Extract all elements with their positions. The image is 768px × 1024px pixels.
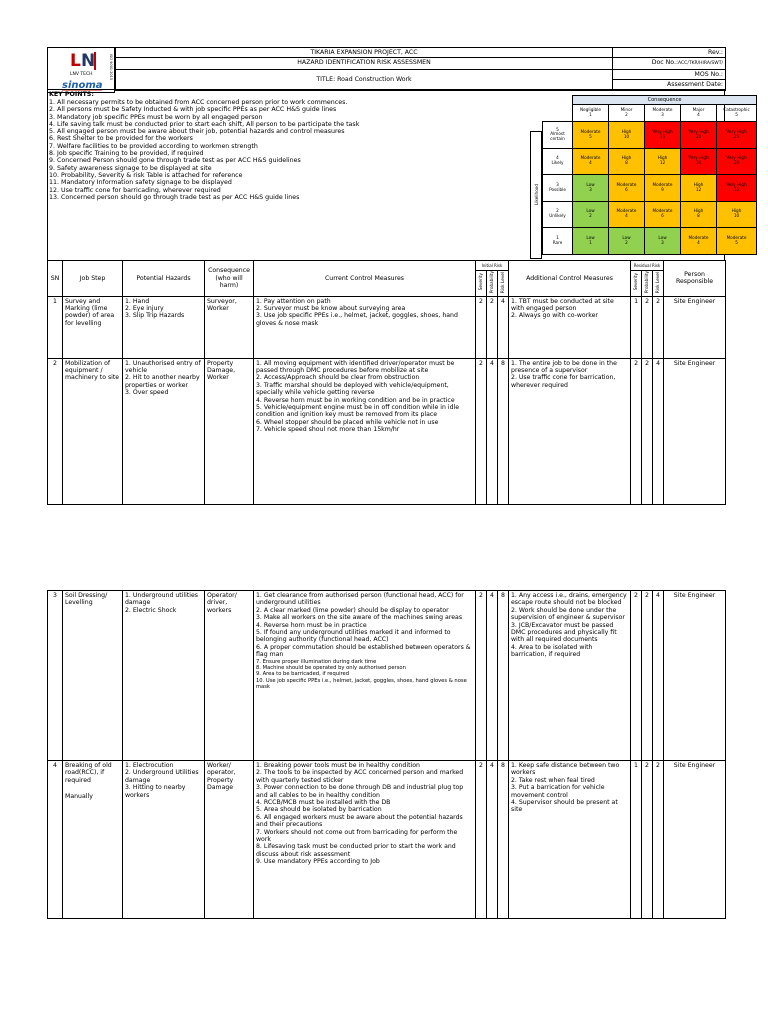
- table-header-row-1: [48, 261, 726, 271]
- job-step-cell: [63, 358, 123, 504]
- matrix-cell-rating: Very High: [652, 128, 673, 134]
- matrix-cell-rating: Very High: [726, 155, 747, 161]
- initial-risk-header: Initial Risk: [476, 261, 509, 271]
- matrix-cell-score: 10: [623, 133, 630, 139]
- residual-risk-level-cell: 2: [653, 296, 664, 358]
- matrix-cell-rating: Moderate: [580, 128, 601, 134]
- consequence-header: Consequence (who will harm): [205, 261, 254, 297]
- matrix-cell-rating: Low: [586, 234, 595, 240]
- consequence-cell: Surveyor, Worker: [205, 296, 254, 358]
- matrix-cell-rating: High: [621, 155, 632, 161]
- matrix-column-header: Major 4: [681, 105, 717, 122]
- matrix-cell-score: 4: [625, 213, 628, 219]
- residual-severity-cell: 2: [631, 591, 642, 761]
- matrix-cell-score: 4: [589, 160, 592, 166]
- matrix-cell-rating: High: [693, 208, 704, 214]
- probability-header-text: Probability: [489, 271, 495, 294]
- control-item: 1. Breaking power tools must be in healthy condition: [256, 762, 420, 769]
- control-item: 1. Get clearance from authorised person (functional head, ACC) for underground utilities: [256, 592, 464, 607]
- probability-cell: 4: [487, 358, 498, 504]
- matrix-cell-score: 3: [661, 239, 664, 245]
- matrix-column-header: Moderate 3: [645, 105, 681, 122]
- severity-cell: 2: [476, 591, 487, 761]
- lnv-sinoma-logo-icon: [48, 48, 116, 94]
- control-item: 5. Area should be isolated by barrication: [256, 806, 382, 814]
- severity-cell: 2: [476, 296, 487, 358]
- matrix-column-header-row: [543, 105, 757, 122]
- project-name: TIKARIA EXPANSION PROJECT, ACC: [116, 48, 613, 58]
- residual-probability-cell: 2: [642, 358, 653, 504]
- doc-no-field: [613, 58, 726, 69]
- document-header: [47, 47, 725, 93]
- consequence-cell: Worker/ operator, Property Damage: [205, 761, 254, 919]
- control-item: 8. Lifesaving task must be conducted prior to start the work and discuss about risk assessment: [256, 843, 456, 858]
- job-step-extra: Manually: [65, 793, 93, 801]
- residual-severity-header: [631, 271, 642, 297]
- table-row: [48, 591, 726, 761]
- matrix-cell: [717, 175, 757, 202]
- matrix-cell-score: 5: [735, 239, 738, 245]
- control-item: 7. Ensure proper illumination during dark time: [256, 658, 377, 665]
- matrix-cell-score: 1: [589, 239, 592, 245]
- hazard-item: 1. Hand: [125, 297, 150, 305]
- likelihood-label: [530, 131, 542, 259]
- risk-assessment-table-page2: [47, 590, 726, 919]
- hazard-item: 2. Hit to another nearby properties or worker: [125, 374, 200, 389]
- key-point-item: 5. All engaged person must be aware about their job, potential hazards and control measures: [49, 128, 345, 136]
- matrix-cell-rating: High: [657, 155, 668, 161]
- risk-level-header: [498, 271, 509, 297]
- matrix-cell: [681, 175, 717, 202]
- matrix-cell-score: 15: [733, 186, 740, 192]
- matrix-row-label: 3 Possible: [543, 175, 573, 202]
- risk-level-cell: 4: [498, 296, 509, 358]
- control-item: 3. Traffic marshal should be deployed with vehicle/equipment, specially while vehicle getting reverse: [256, 381, 449, 397]
- consequence-cell: Property Damage, Worker: [205, 358, 254, 504]
- matrix-cell-score: 2: [589, 213, 592, 219]
- matrix-row: [543, 122, 757, 149]
- control-item: 7. Vehicle speed shoul not more than 15km/hr: [256, 426, 400, 434]
- matrix-cell-score: 9: [661, 186, 664, 192]
- matrix-row-label: 1 Rare: [543, 228, 573, 255]
- residual-risk-level-cell: 4: [653, 358, 664, 504]
- matrix-cell-score: 25: [733, 133, 740, 139]
- company-logo: [47, 47, 115, 93]
- additional-control-item: 2. Always go with co-worker: [511, 312, 598, 320]
- job-step-text: Soil Dressing/ Levelling: [65, 592, 108, 607]
- residual-risk-level-header-text: Risk Level: [655, 271, 661, 293]
- control-item: 1. Pay attention on path: [256, 297, 331, 305]
- matrix-consequence-label: Consequence: [573, 96, 757, 105]
- risk-level-cell: 8: [498, 358, 509, 504]
- matrix-row-label: 4 Likely: [543, 148, 573, 175]
- current-controls-cell: [254, 591, 476, 761]
- job-step-cell: [63, 296, 123, 358]
- sn-header: SN: [48, 261, 63, 297]
- residual-severity-cell: 1: [631, 761, 642, 919]
- mos-field: [613, 69, 726, 79]
- additional-control-item: 1. The entire job to be done in the presence of a supervisor: [511, 359, 617, 374]
- control-item: 3. Use job specific PPEs i.e., helmet, jacket, goggles, shoes, hand gloves & nose mask: [256, 312, 458, 327]
- person-responsible-cell: Site Engineer: [664, 296, 726, 358]
- control-item: 3. Make all workers on the site aware of the machines swing areas: [256, 614, 463, 622]
- matrix-cell: [573, 201, 609, 228]
- key-point-item: 6. Rest Shelter to be provided for the workers: [49, 135, 193, 143]
- matrix-cell: [609, 201, 645, 228]
- mos-label: MOS No.:: [694, 70, 723, 78]
- table-row: [48, 761, 726, 919]
- assessment-date-label: Assessment Date:: [667, 81, 723, 89]
- matrix-cell: [609, 228, 645, 255]
- matrix-cell-rating: Moderate: [652, 181, 673, 187]
- matrix-cell-score: 8: [625, 160, 628, 166]
- matrix-cell-rating: Low: [622, 234, 631, 240]
- risk-matrix-table: [542, 95, 757, 255]
- control-item: 2. A clear marked (lime powder) should be display to operator: [256, 606, 449, 614]
- residual-severity-header-text: Severity: [633, 273, 639, 291]
- control-item: 5. If found any underground utilities marked it and informed to belonging authority (functional head, ACC): [256, 629, 451, 644]
- residual-risk-level-header: [653, 271, 664, 297]
- residual-risk-level-cell: 4: [653, 591, 664, 761]
- control-item: 6. All engaged workers must be aware about the potential hazards and their precautions: [256, 813, 463, 829]
- probability-cell: 4: [487, 591, 498, 761]
- likelihood-label-text: Likelihood: [533, 184, 539, 206]
- matrix-cell-score: 8: [697, 213, 700, 219]
- matrix-cell-score: 10: [733, 213, 740, 219]
- matrix-column-header: Minor 2: [609, 105, 645, 122]
- doc-no-label: Doc No.:: [651, 59, 679, 67]
- potential-hazards-header: Potential Hazards: [123, 261, 205, 297]
- svg-text:L: L: [70, 51, 81, 71]
- matrix-cell: [645, 148, 681, 175]
- residual-probability-header-text: Probability: [644, 271, 650, 294]
- matrix-cell-rating: Very High: [688, 155, 709, 161]
- matrix-row: [543, 201, 757, 228]
- matrix-cell: [573, 122, 609, 149]
- control-item: 8. Machine should be operated by only authorised person: [256, 665, 406, 672]
- hazards-cell: [123, 358, 205, 504]
- additional-control-item: 4. Supervisor should be present at site: [511, 799, 618, 814]
- matrix-cell: [573, 148, 609, 175]
- matrix-cell-rating: Very High: [726, 128, 747, 134]
- control-item: 2. The tools to be inspected by ACC concerned person and marked with quarterly tested sticker: [256, 769, 464, 784]
- risk-level-cell: 8: [498, 591, 509, 761]
- risk-matrix: [530, 95, 756, 259]
- table-row: [48, 358, 726, 504]
- control-item: 2. Access/Approach should be clear from obstruction: [256, 374, 420, 382]
- key-points-section: [47, 89, 750, 261]
- additional-controls-cell: [509, 296, 631, 358]
- control-item: 4. RCCB/MCB must be installed with the DB: [256, 799, 391, 807]
- job-step-text: Survey and Marking (lime powder) of area for levelling: [65, 297, 115, 327]
- matrix-cell-score: 16: [695, 160, 702, 166]
- matrix-cell-rating: High: [621, 128, 632, 134]
- job-step-text: Mobilization of equipment / machinery to site: [65, 359, 120, 382]
- key-points-heading: KEY POINTS:: [49, 91, 94, 98]
- additional-control-item: 3. Put a barrication for vehicle movement control: [511, 784, 605, 799]
- hazard-item: 2. Electric Shock: [125, 606, 177, 614]
- matrix-column-header: Catastrophic 5: [717, 105, 757, 122]
- matrix-cell-score: 15: [659, 133, 666, 139]
- additional-control-item: 1. TBT must be conducted at site with engaged person: [511, 297, 614, 312]
- doc-no-value: ACC/TKR/HIRA/SWT/: [678, 61, 723, 67]
- current-controls-cell: [254, 296, 476, 358]
- rev-field: [613, 48, 726, 58]
- hazard-item: 1. Unauthorised entry of vehicle: [125, 359, 201, 374]
- matrix-cell: [573, 228, 609, 255]
- header-table: [115, 47, 726, 91]
- sn-cell: 3: [48, 591, 63, 761]
- matrix-cell: [645, 201, 681, 228]
- control-item: 1. All moving equipment with identified driver/operator must be passed through DMC procedures before mobilize at site: [256, 359, 455, 374]
- matrix-cell-rating: Low: [658, 234, 667, 240]
- matrix-cell: [609, 148, 645, 175]
- matrix-cell: [717, 228, 757, 255]
- residual-probability-cell: 2: [642, 296, 653, 358]
- sn-cell: 4: [48, 761, 63, 919]
- matrix-corner-cell: [543, 105, 573, 122]
- control-item: 3. Power connection to be done through DB and industrial plug top and all cables to be in healthy condition: [256, 784, 464, 799]
- additional-controls-cell: [509, 761, 631, 919]
- current-controls-header: Current Control Measures: [254, 261, 476, 297]
- matrix-consequence-row: [543, 96, 757, 105]
- matrix-cell: [609, 122, 645, 149]
- additional-controls-header: Additional Control Measures: [509, 261, 631, 297]
- matrix-cell-score: 5: [589, 133, 592, 139]
- hazard-item: 1. Underground utilities damage: [125, 592, 199, 607]
- control-item: 7. Workers should not come out from barricading for perform the work: [256, 828, 458, 844]
- current-controls-cell: [254, 358, 476, 504]
- additional-control-item: 1. Any access i.e., drains, emergency escape route should not be blocked: [511, 592, 627, 607]
- matrix-cell-score: 6: [625, 186, 628, 192]
- matrix-row: [543, 228, 757, 255]
- key-point-item: 4. Life saving talk must be conducted prior to start each shift, All person to be participate the task: [49, 120, 360, 128]
- control-item: 4. Reverse horn must be in working condition and be in practice: [256, 396, 455, 404]
- matrix-row-label: 5 Almost certain: [543, 122, 573, 149]
- severity-cell: 2: [476, 761, 487, 919]
- hazards-cell: [123, 591, 205, 761]
- matrix-cell: [681, 148, 717, 175]
- matrix-cell: [645, 228, 681, 255]
- matrix-cell-score: 12: [695, 186, 702, 192]
- key-point-item: 12. Use traffic cone for barricading, wherever required: [49, 186, 221, 194]
- risk-level-header-text: Risk Level: [500, 271, 506, 293]
- additional-control-item: 1. Keep safe distance between two workers: [511, 762, 620, 777]
- matrix-corner-cell: [543, 96, 573, 105]
- matrix-cell: [573, 175, 609, 202]
- matrix-cell-rating: Low: [586, 181, 595, 187]
- additional-control-item: 3. JCB/Excavator must be passed DMC procedures and physically fit with all required documents: [511, 621, 617, 644]
- hazards-cell: [123, 296, 205, 358]
- key-point-item: 13. Concerned person should go through trade test as per ACC H&S guide lines: [49, 193, 300, 201]
- additional-controls-cell: [509, 591, 631, 761]
- person-responsible-cell: Site Engineer: [664, 358, 726, 504]
- control-item: 5. Vehicle/equipment engine must be in off condition while in idle condition and ignition key must be removed from its place: [256, 403, 460, 419]
- matrix-row: [543, 148, 757, 175]
- matrix-cell: [645, 175, 681, 202]
- job-step-text: Breaking of old road(RCC), if required: [65, 762, 112, 784]
- hazards-cell: [123, 761, 205, 919]
- job-step-cell: [63, 761, 123, 919]
- matrix-row-label: 2 Unlikely: [543, 201, 573, 228]
- risk-level-cell: 8: [498, 761, 509, 919]
- matrix-column-header: Negligible 1: [573, 105, 609, 122]
- matrix-row: [543, 175, 757, 202]
- matrix-cell-score: 4: [697, 239, 700, 245]
- probability-cell: 2: [487, 296, 498, 358]
- hazard-item: 3. Hitting to nearby workers: [125, 784, 186, 799]
- key-point-item: 1. All necessary permits to be obtained from ACC concerned person prior to work commences.: [49, 99, 348, 106]
- key-point-item: 9. Safety awareness signage to be displayed at site: [49, 164, 212, 172]
- matrix-cell-rating: High: [731, 208, 742, 214]
- matrix-cell-score: 2: [625, 239, 628, 245]
- additional-control-item: 2. Use traffic cone for barrication, wherever required: [511, 374, 616, 389]
- matrix-cell-rating: Moderate: [616, 208, 637, 214]
- control-item: 9. Area to be barricaded, if required: [256, 671, 350, 678]
- matrix-cell-rating: Moderate: [726, 234, 747, 240]
- logo-company-text: LNV TECH: [70, 72, 93, 77]
- consequence-cell: Operator/ driver, workers: [205, 591, 254, 761]
- table-row: [48, 296, 726, 358]
- hazard-item: 2. Underground Utilities damage: [125, 769, 199, 784]
- job-step-cell: [63, 591, 123, 761]
- key-point-item: 10. Probability, Severity & risk Table is attached for reference: [49, 171, 243, 179]
- matrix-cell: [681, 228, 717, 255]
- matrix-cell-rating: Moderate: [616, 181, 637, 187]
- hazard-item: 1. Electrocution: [125, 762, 174, 769]
- probability-header: [487, 271, 498, 297]
- matrix-cell-score: 12: [659, 160, 666, 166]
- control-item: 10. Use job specific PPEs i.e., helmet, jacket, goggles, shoes, hand gloves & nose mask: [256, 677, 467, 691]
- key-point-item: 3. Mandatory job specific PPEs must be worn by all engaged person: [49, 113, 263, 121]
- additional-control-item: 2. Take rest when feal tired: [511, 776, 595, 784]
- matrix-cell: [717, 201, 757, 228]
- job-step-header: Job Step: [63, 261, 123, 297]
- residual-probability-header: [642, 271, 653, 297]
- matrix-cell-rating: Moderate: [580, 155, 601, 161]
- matrix-cell: [609, 175, 645, 202]
- residual-severity-cell: 1: [631, 296, 642, 358]
- key-point-item: 7. Welfare facilities to be provided according to workmen strength: [49, 142, 258, 150]
- additional-control-item: 4. Area to be isolated with barrication, if required: [511, 643, 593, 659]
- matrix-cell: [645, 122, 681, 149]
- key-point-item: 2. All persons must be Safety Inducted & with job specific PPEs as per ACC H&S guide lines: [49, 106, 337, 114]
- matrix-cell-score: 20: [695, 133, 702, 139]
- residual-risk-level-cell: 2: [653, 761, 664, 919]
- document-type: HAZARD IDENTIFICATION RISK ASSESSMEN: [116, 58, 613, 69]
- matrix-cell-score: 6: [661, 213, 664, 219]
- key-point-item: 11. Mandatory Information safety signage to be displayed: [49, 179, 232, 187]
- control-item: 4. Reverse horn must be in practice: [256, 621, 367, 629]
- severity-header-text: Severity: [478, 273, 484, 291]
- hazard-item: 3. Over speed: [125, 389, 169, 397]
- svg-text:N: N: [81, 51, 96, 71]
- matrix-cell-rating: High: [693, 181, 704, 187]
- matrix-cell: [717, 148, 757, 175]
- person-responsible-cell: Site Engineer: [664, 761, 726, 919]
- sn-cell: 1: [48, 296, 63, 358]
- severity-cell: 2: [476, 358, 487, 504]
- rev-label: Rev.:: [707, 49, 723, 56]
- matrix-cell-score: 3: [589, 186, 592, 192]
- person-responsible-header: Person Responsible: [664, 261, 726, 297]
- matrix-cell: [681, 122, 717, 149]
- matrix-cell-rating: Moderate: [652, 208, 673, 214]
- matrix-cell: [717, 122, 757, 149]
- risk-assessment-table-page1: [47, 260, 726, 505]
- residual-risk-header: Residual Risk: [631, 261, 664, 271]
- logo-brand-text: sinoma: [62, 80, 103, 91]
- matrix-cell-score: 20: [733, 160, 740, 166]
- control-item: 2. Surveyor must be know about surveying area: [256, 304, 406, 312]
- matrix-cell-rating: Very High: [726, 181, 747, 187]
- control-item: 9. Use mandatory PPEs according to Job: [256, 858, 380, 866]
- matrix-cell-rating: Low: [586, 208, 595, 214]
- hazard-item: 2. Eye injury: [125, 304, 164, 312]
- document-title: TITLE: Road Construction Work: [116, 69, 613, 90]
- current-controls-cell: [254, 761, 476, 919]
- additional-control-item: 2. Work should be done under the supervision of engineer & supervisor: [511, 606, 625, 622]
- matrix-cell-rating: Very High: [688, 128, 709, 134]
- residual-probability-cell: 2: [642, 761, 653, 919]
- key-points-list: [49, 99, 519, 201]
- control-item: 6. Wheel stopper should be placed while vehicle not in use: [256, 418, 439, 426]
- logo-side-text: ISO 9001:2015: [109, 54, 113, 81]
- matrix-cell-rating: Moderate: [688, 234, 709, 240]
- matrix-cell: [681, 201, 717, 228]
- hazard-item: 3. Slip Trip Hazards: [125, 312, 185, 320]
- key-point-item: 8. Job specific Training to be provided, if required: [49, 150, 204, 158]
- person-responsible-cell: Site Engineer: [664, 591, 726, 761]
- severity-header: [476, 271, 487, 297]
- residual-probability-cell: 2: [642, 591, 653, 761]
- key-point-item: 9. Concerned Person should gone through trade test as per ACC H&S guidelines: [49, 157, 301, 165]
- sn-cell: 2: [48, 358, 63, 504]
- residual-severity-cell: 2: [631, 358, 642, 504]
- probability-cell: 4: [487, 761, 498, 919]
- additional-controls-cell: [509, 358, 631, 504]
- control-item: 6. A proper commutation should be established between operators & flag man: [256, 643, 471, 659]
